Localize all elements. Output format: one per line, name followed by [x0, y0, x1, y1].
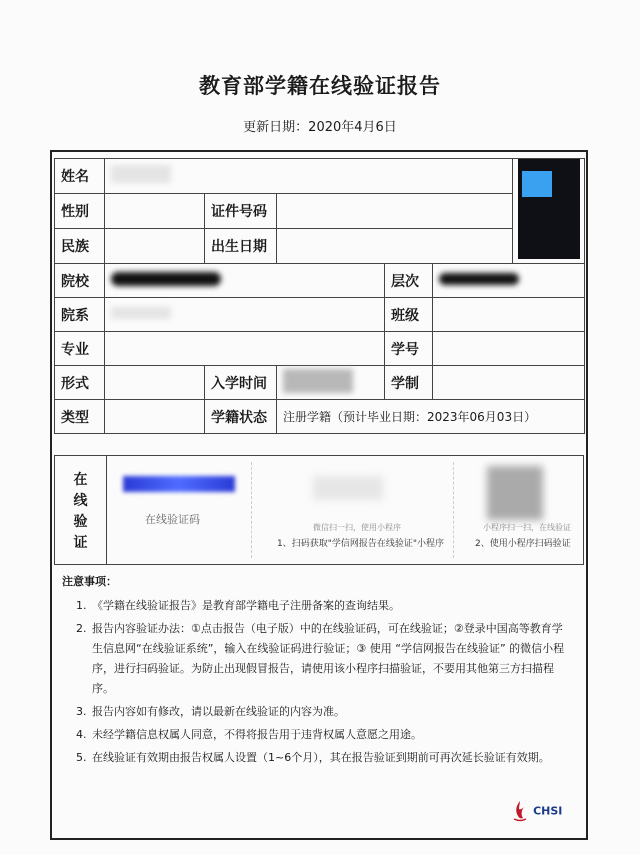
- divider: [251, 462, 253, 558]
- online-verification-label: 在 线 验 证: [55, 456, 107, 564]
- step2-note: 小程序扫一扫，在线验证: [483, 523, 571, 532]
- row-major-studentno: [55, 332, 585, 366]
- notes-section: [62, 572, 572, 771]
- student-info-table: [54, 158, 585, 434]
- major-value: [105, 332, 385, 366]
- notes-title: 注意事项：: [62, 575, 117, 588]
- id-label: 证件号码: [205, 194, 277, 229]
- name-label: 姓名: [55, 159, 105, 194]
- row-gender-id: [55, 194, 585, 229]
- school-label: 院校: [55, 264, 105, 298]
- row-type-status: [55, 400, 585, 434]
- name-value: [105, 159, 513, 194]
- note-item: 2. 报告内容验证办法：①点击报告（电子版）中的在线验证码，可在线验证；②登录中国高等教育学生信息网“在线验证系统”，输入在线验证码进行验证；③ 使用 “学信网报告在线验证” 的微信小程序，进行扫码验证。为防止出现假冒报告，请使用该小程序扫描验证，不要用其他第三方扫描程序。: [90, 619, 572, 699]
- note-item: 4. 未经学籍信息权属人同意，不得将报告用于违背权属人意愿之用途。: [90, 725, 572, 745]
- note-item: 3. 报告内容如有修改，请以最新在线验证的内容为准。: [90, 702, 572, 722]
- row-school-level: [55, 264, 585, 298]
- department-value: [105, 298, 385, 332]
- level-value: [433, 264, 585, 298]
- birth-value: [277, 229, 513, 264]
- birth-label: 出生日期: [205, 229, 277, 264]
- row-form-enroll-duration: [55, 366, 585, 400]
- verification-code-image[interactable]: [123, 476, 235, 492]
- status-value: 注册学籍（预计毕业日期：2023年06月03日）: [277, 400, 585, 434]
- enroll-value: [277, 366, 385, 400]
- status-label: 学籍状态: [205, 400, 277, 434]
- duration-label: 学制: [385, 366, 433, 400]
- chsi-logo-icon: [512, 800, 528, 822]
- online-verification-section: [54, 455, 584, 565]
- ethnicity-label: 民族: [55, 229, 105, 264]
- report-title: 教育部学籍在线验证报告: [199, 74, 441, 98]
- gender-value: [105, 194, 205, 229]
- verification-code-caption: 在线验证码: [145, 513, 200, 526]
- notes-list: [62, 596, 572, 768]
- chsi-logo: [512, 800, 562, 822]
- student-no-value: [433, 332, 585, 366]
- level-label: 层次: [385, 264, 433, 298]
- student-no-label: 学号: [385, 332, 433, 366]
- note-item: 1. 《学籍在线验证报告》是教育部学籍电子注册备案的查询结果。: [90, 596, 572, 616]
- note-item: 5. 在线验证有效期由报告权属人设置（1~6个月），其在报告验证到期前可再次延长验证有效期。: [90, 748, 572, 768]
- school-value: [105, 264, 385, 298]
- gender-label: 性别: [55, 194, 105, 229]
- row-ethnicity-birth: [55, 229, 585, 264]
- student-photo: [518, 159, 580, 259]
- photo-cell: [513, 159, 585, 264]
- row-department-class: [55, 298, 585, 332]
- class-label: 班级: [385, 298, 433, 332]
- form-value: [105, 366, 205, 400]
- divider: [453, 462, 455, 558]
- department-label: 院系: [55, 298, 105, 332]
- type-value: [105, 400, 205, 434]
- step2-text: 2、使用小程序扫码验证: [475, 539, 571, 549]
- step1-text: 1、扫码获取"学信网报告在线验证"小程序: [277, 539, 445, 549]
- form-label: 形式: [55, 366, 105, 400]
- enroll-label: 入学时间: [205, 366, 277, 400]
- chsi-logo-text: CHSI: [533, 804, 563, 818]
- row-name: [55, 159, 585, 194]
- type-label: 类型: [55, 400, 105, 434]
- mini-program-qr-image: [313, 476, 383, 500]
- step1-note: 微信扫一扫，使用小程序: [313, 523, 401, 532]
- duration-value: [433, 366, 585, 400]
- verification-qr-image: [487, 466, 543, 520]
- id-value: [277, 194, 513, 229]
- class-value: [433, 298, 585, 332]
- major-label: 专业: [55, 332, 105, 366]
- ethnicity-value: [105, 229, 205, 264]
- update-date: 更新日期：2020年4月6日: [243, 120, 397, 135]
